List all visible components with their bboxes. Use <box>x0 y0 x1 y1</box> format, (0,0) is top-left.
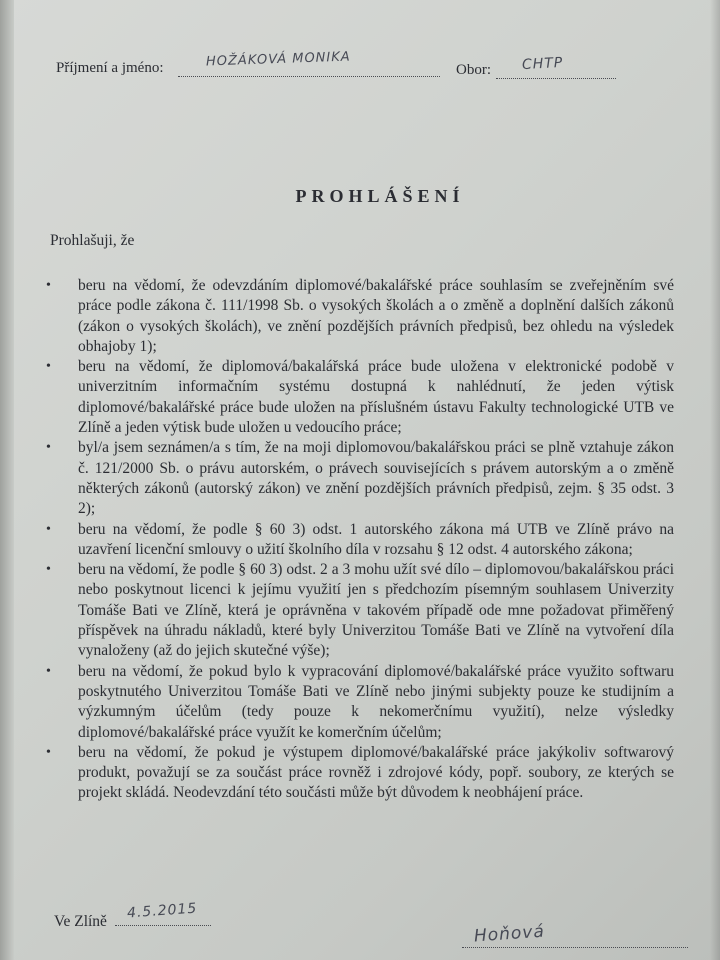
declaration-text: beru na vědomí, že diplomová/bakalářská práce bude uložena v elektronické podobě v univerzitním informačním systému dostupná k nahlédnutí, že jeden výtisk diplomové/bakalářské práce bude uložen na příslušném ústavu Fakulty technologické UTB ve Zlíně a jeden výtisk bude uložen u vedoucího práce; <box>78 358 674 437</box>
bullet-icon: • <box>46 440 51 456</box>
document-title: PROHLÁŠENÍ <box>295 186 465 206</box>
signature: Hoňová <box>473 921 546 947</box>
declaration-item <box>46 357 674 438</box>
date-handwritten-value: 4.5.2015 <box>126 900 198 922</box>
declaration-item <box>46 276 674 357</box>
declaration-text: beru na vědomí, že podle § 60 3) odst. 1 autorského zákona má UTB ve Zlíně právo na uzavření licenční smlouvy o užití školního díla v rozsahu § 12 odst. 4 autorského zákona; <box>78 520 674 558</box>
declaration-item <box>46 743 674 804</box>
bullet-icon: • <box>46 521 51 537</box>
bullet-icon: • <box>46 744 51 760</box>
field-label: Obor: <box>456 62 491 78</box>
declaration-item <box>46 662 674 743</box>
declaration-text: beru na vědomí, že pokud bylo k vypracování diplomové/bakalářské práce využito softwaru poskytnutého Univerzitou Tomáše Bati ve Zlíně nebo jinými subjekty pouze ke studijním a výzkumným účelům (tedy pouze k nekomerčnímu využití), nelze výsledky diplomové/bakalářské práce využít ke komerčním účelům; <box>78 662 674 741</box>
name-label: Příjmení a jméno: <box>56 60 164 76</box>
field-handwritten-value: CHTP <box>521 54 564 74</box>
declaration-text: beru na vědomí, že podle § 60 3) odst. 2 a 3 mohu užít své dílo – diplomovou/bakalářskou práci nebo poskytnout licenci k jejímu využití jen s předchozím písemným souhlasem Univerzity Tomáše Bati ve Zlíně, která je oprávněna v takovém případě ode mne požadovat přiměřený příspěvek na úhradu nákladů, které byly Univerzitou Tomáše Bati ve Zlíně na vytvoření díla vynaloženy (až do jejich skutečné výše); <box>78 561 674 660</box>
name-handwritten-value: HOŽÁKOVÁ MONIKA <box>205 49 351 70</box>
declaration-text: beru na vědomí, že pokud je výstupem diplomové/bakalářské práce jakýkoliv softwarový produkt, považují se za součást práce rovněž i zdrojové kódy, popř. soubory, ze kterých se projekt skládá. Neodevzdání této součásti může být důvodem k neobhájení práce. <box>78 743 674 802</box>
bullet-icon: • <box>46 562 51 578</box>
declaration-item <box>46 560 674 661</box>
declaration-item <box>46 520 674 561</box>
bullet-icon: • <box>46 663 51 679</box>
intro-text: Prohlašuji, že <box>50 232 135 249</box>
declaration-text: beru na vědomí, že odevzdáním diplomové/bakalářské práce souhlasím se zveřejněním své práce podle zákona č. 111/1998 Sb. o vysokých školách a o změně a doplnění dalších zákonů (zákon o vysokých školách), ve znění pozdějších právních předpisů, bez ohledu na výsledek obhajoby 1); <box>78 277 674 355</box>
place-label: Ve Zlíně <box>54 913 107 930</box>
bullet-icon: • <box>46 278 51 293</box>
declaration-list <box>46 276 674 804</box>
bullet-icon: • <box>46 359 51 375</box>
place-date <box>54 900 211 931</box>
date-dotted-line <box>115 900 211 926</box>
signature-dotted-line <box>462 945 688 948</box>
declaration-item <box>46 438 674 519</box>
declaration-text: byl/a jsem seznámen/a s tím, že na moji diplomovou/bakalářskou práci se plně vztahuje zákon č. 121/2000 Sb. o právu autorském, o právech souvisejících s právem autorským a o změně některých zákonů (autorský zákon) ve znění pozdějších právních předpisů, zejm. § 35 odst. 3 2); <box>78 439 674 518</box>
